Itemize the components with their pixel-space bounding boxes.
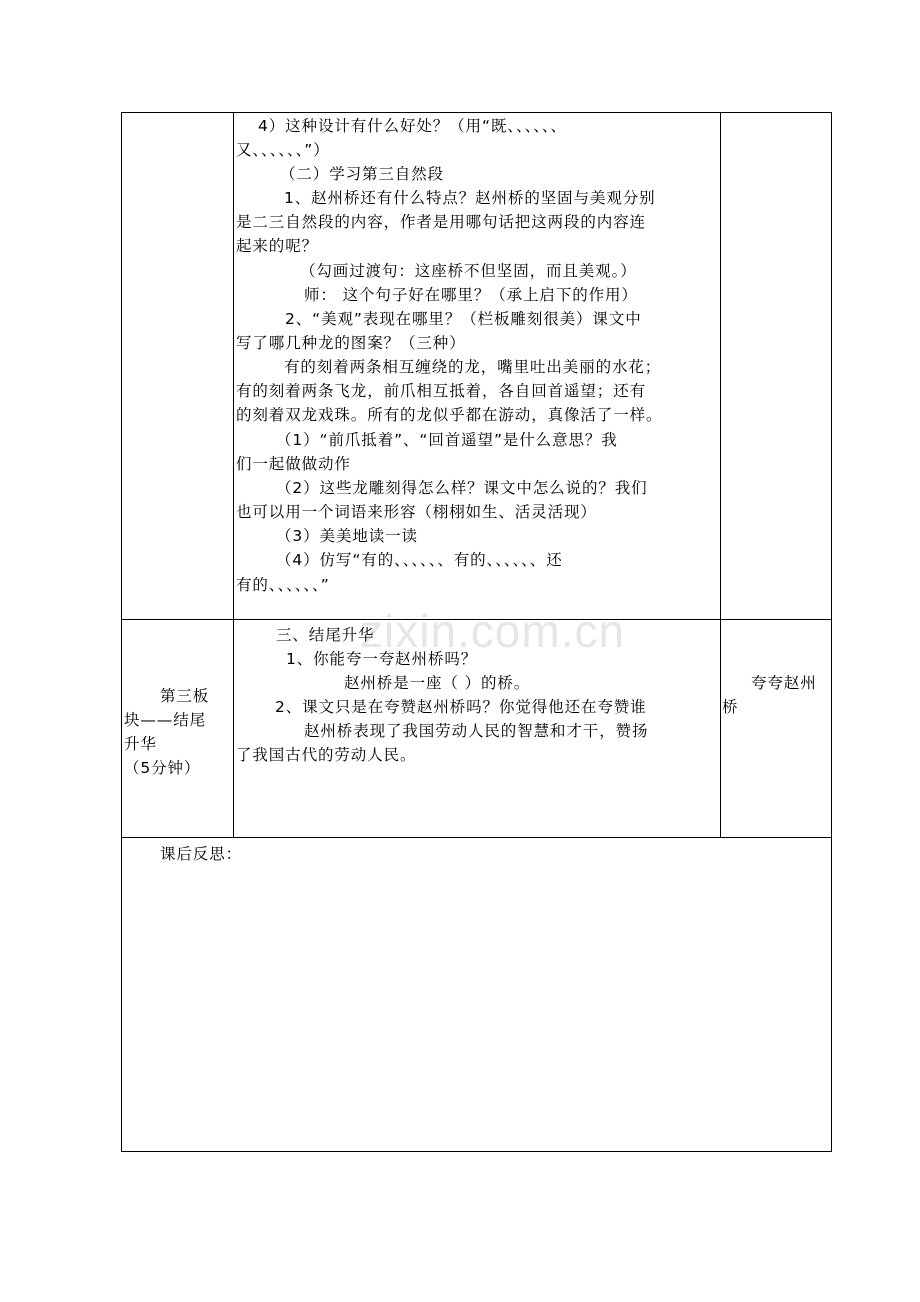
section-label-line: 第三板 — [160, 687, 210, 705]
text-line: 有的刻着两条相互缠绕的龙，嘴里吐出美丽的水花； — [284, 358, 662, 376]
column-divider-left — [233, 112, 234, 838]
reflection-label: 课后反思： — [160, 845, 243, 863]
text-line: （3）美美地读一读 — [276, 527, 418, 545]
text-line: 师： 这个句子好在哪里？（承上启下的作用） — [304, 286, 638, 304]
table-left-border — [121, 112, 122, 1152]
section-heading: （二）学习第三自然段 — [280, 165, 445, 183]
table-bottom-border — [121, 1151, 832, 1152]
text-line: （勾画过渡句：这座桥不但坚固，而且美观。） — [300, 262, 637, 280]
text-line: 4）这种设计有什么好处？（用“既、、、、、、 — [258, 117, 567, 135]
text-line: 是二三自然段的内容，作者是用哪句话把这两段的内容连 — [236, 213, 647, 231]
section-label-line: 块——结尾 — [124, 711, 207, 729]
text-line: 又、、、、、、”） — [236, 141, 330, 159]
text-line: 的刻着双龙戏珠。所有的龙似乎都在游动，真像活了一样。 — [236, 406, 663, 424]
text-line: （2）这些龙雕刻得怎么样？课文中怎么说的？我们 — [276, 479, 648, 497]
text-line: 有的、、、、、、” — [236, 576, 330, 594]
text-line: 了我国古代的劳动人民。 — [236, 746, 417, 764]
text-line: 1、你能夸一夸赵州桥吗？ — [286, 650, 478, 668]
text-line: （1）“前爪抵着”、“回首遥望”是什么意思？我 — [276, 431, 618, 449]
text-line: 赵州桥表现了我国劳动人民的智慧和才干，赞扬 — [304, 722, 649, 740]
table-right-border — [831, 112, 832, 1152]
right-column-text: 夸夸赵州 — [751, 674, 817, 692]
text-line: 写了哪几种龙的图案？（三种） — [236, 334, 466, 352]
text-line: 赵州桥是一座（ ）的桥。 — [344, 674, 531, 692]
text-line: 也可以用一个词语来形容（栩栩如生、活灵活现） — [236, 503, 597, 521]
table-top-border — [121, 112, 832, 113]
column-divider-right — [720, 112, 721, 838]
section-label-line: （5分钟） — [124, 759, 201, 777]
section-label-line: 升华 — [124, 735, 157, 753]
text-line: 们一起做做动作 — [236, 455, 351, 473]
watermark: zixin.com.cn — [360, 605, 626, 657]
text-line: 起来的呢？ — [236, 237, 319, 255]
row-divider-2 — [121, 837, 832, 838]
text-line: 2、“美观”表现在哪里？（栏板雕刻很美）课文中 — [285, 310, 642, 328]
text-line: 有的刻着两条飞龙，前爪相互抵着，各自回首遥望；还有 — [236, 382, 647, 400]
text-line: 1、赵州桥还有什么特点？赵州桥的坚固与美观分别 — [284, 189, 656, 207]
overflow-char: 桥 — [722, 698, 739, 716]
text-line: 2、课文只是在夸赞赵州桥吗？你觉得他还在夸赞谁 — [275, 698, 647, 716]
text-line: （4）仿写“有的、、、、、、有的、、、、、、还 — [276, 551, 563, 569]
section-heading: 三、结尾升华 — [276, 626, 375, 644]
